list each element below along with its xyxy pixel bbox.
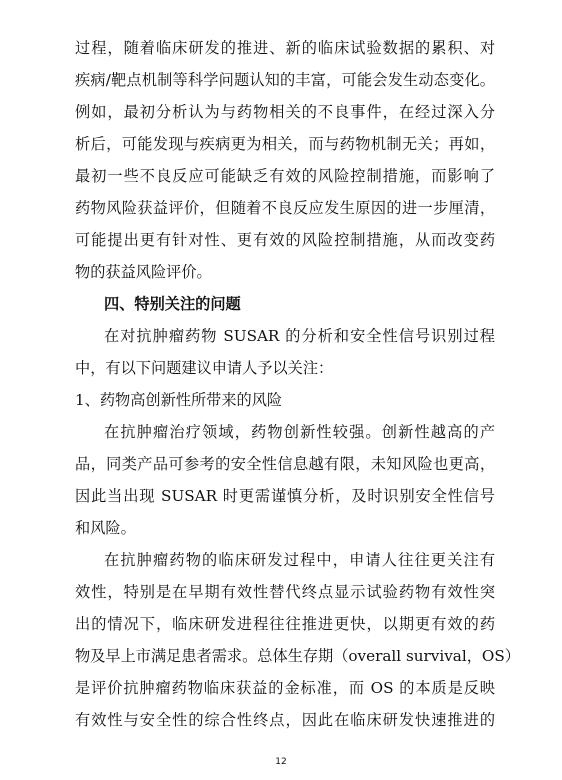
paragraph-line: 是评价抗肿瘤药物临床获益的金标准，而 OS 的本质是反映	[75, 679, 495, 697]
paragraph-line: 效性，特别是在早期有效性替代终点显示试验药物有效性突	[75, 583, 495, 601]
section-heading: 四、特别关注的问题	[104, 295, 241, 313]
paragraph-line: 过程，随着临床研发的推进、新的临床试验数据的累积、对	[75, 39, 495, 57]
paragraph-line: 因此当出现 SUSAR 时更需谨慎分析，及时识别安全性信号	[75, 487, 495, 505]
paragraph-line: 有效性与安全性的综合性终点，因此在临床研发快速推进的	[75, 711, 495, 729]
paragraph-line: 例如，最初分析认为与药物相关的不良事件，在经过深入分	[75, 103, 495, 121]
page-number: 12	[275, 757, 287, 767]
paragraph-line: 物的获益风险评价。	[75, 263, 212, 281]
paragraph-line: 和风险。	[75, 519, 136, 537]
paragraph-line: 可能提出更有针对性、更有效的风险控制措施，从而改变药	[75, 231, 495, 249]
paragraph-line: 在对抗肿瘤药物 SUSAR 的分析和安全性信号识别过程	[104, 327, 495, 345]
subsection-heading: 1、药物高创新性所带来的风险	[75, 391, 283, 409]
paragraph-line: 药物风险获益评价，但随着不良反应发生原因的进一步厘清，	[75, 199, 495, 217]
paragraph-line: 品，同类产品可参考的安全性信息越有限，未知风险也更高，	[75, 455, 495, 473]
paragraph-line: 疾病/靶点机制等科学问题认知的丰富，可能会发生动态变化。	[75, 71, 495, 89]
paragraph-line: 在抗肿瘤治疗领域，药物创新性较强。创新性越高的产	[104, 423, 495, 441]
paragraph-line: 析后，可能发现与疾病更为相关，而与药物机制无关；再如，	[75, 135, 495, 153]
paragraph-line: 在抗肿瘤药物的临床研发过程中，申请人往往更关注有	[104, 551, 495, 569]
paragraph-line: 最初一些不良反应可能缺乏有效的风险控制措施，而影响了	[75, 167, 495, 185]
paragraph-line: 中，有以下问题建议申请人予以关注：	[75, 359, 334, 377]
paragraph-line: 出的情况下，临床研发进程往往推进更快，以期更有效的药	[75, 615, 495, 633]
paragraph-line: 物及早上市满足患者需求。总体生存期（overall survival，OS）	[75, 647, 520, 665]
